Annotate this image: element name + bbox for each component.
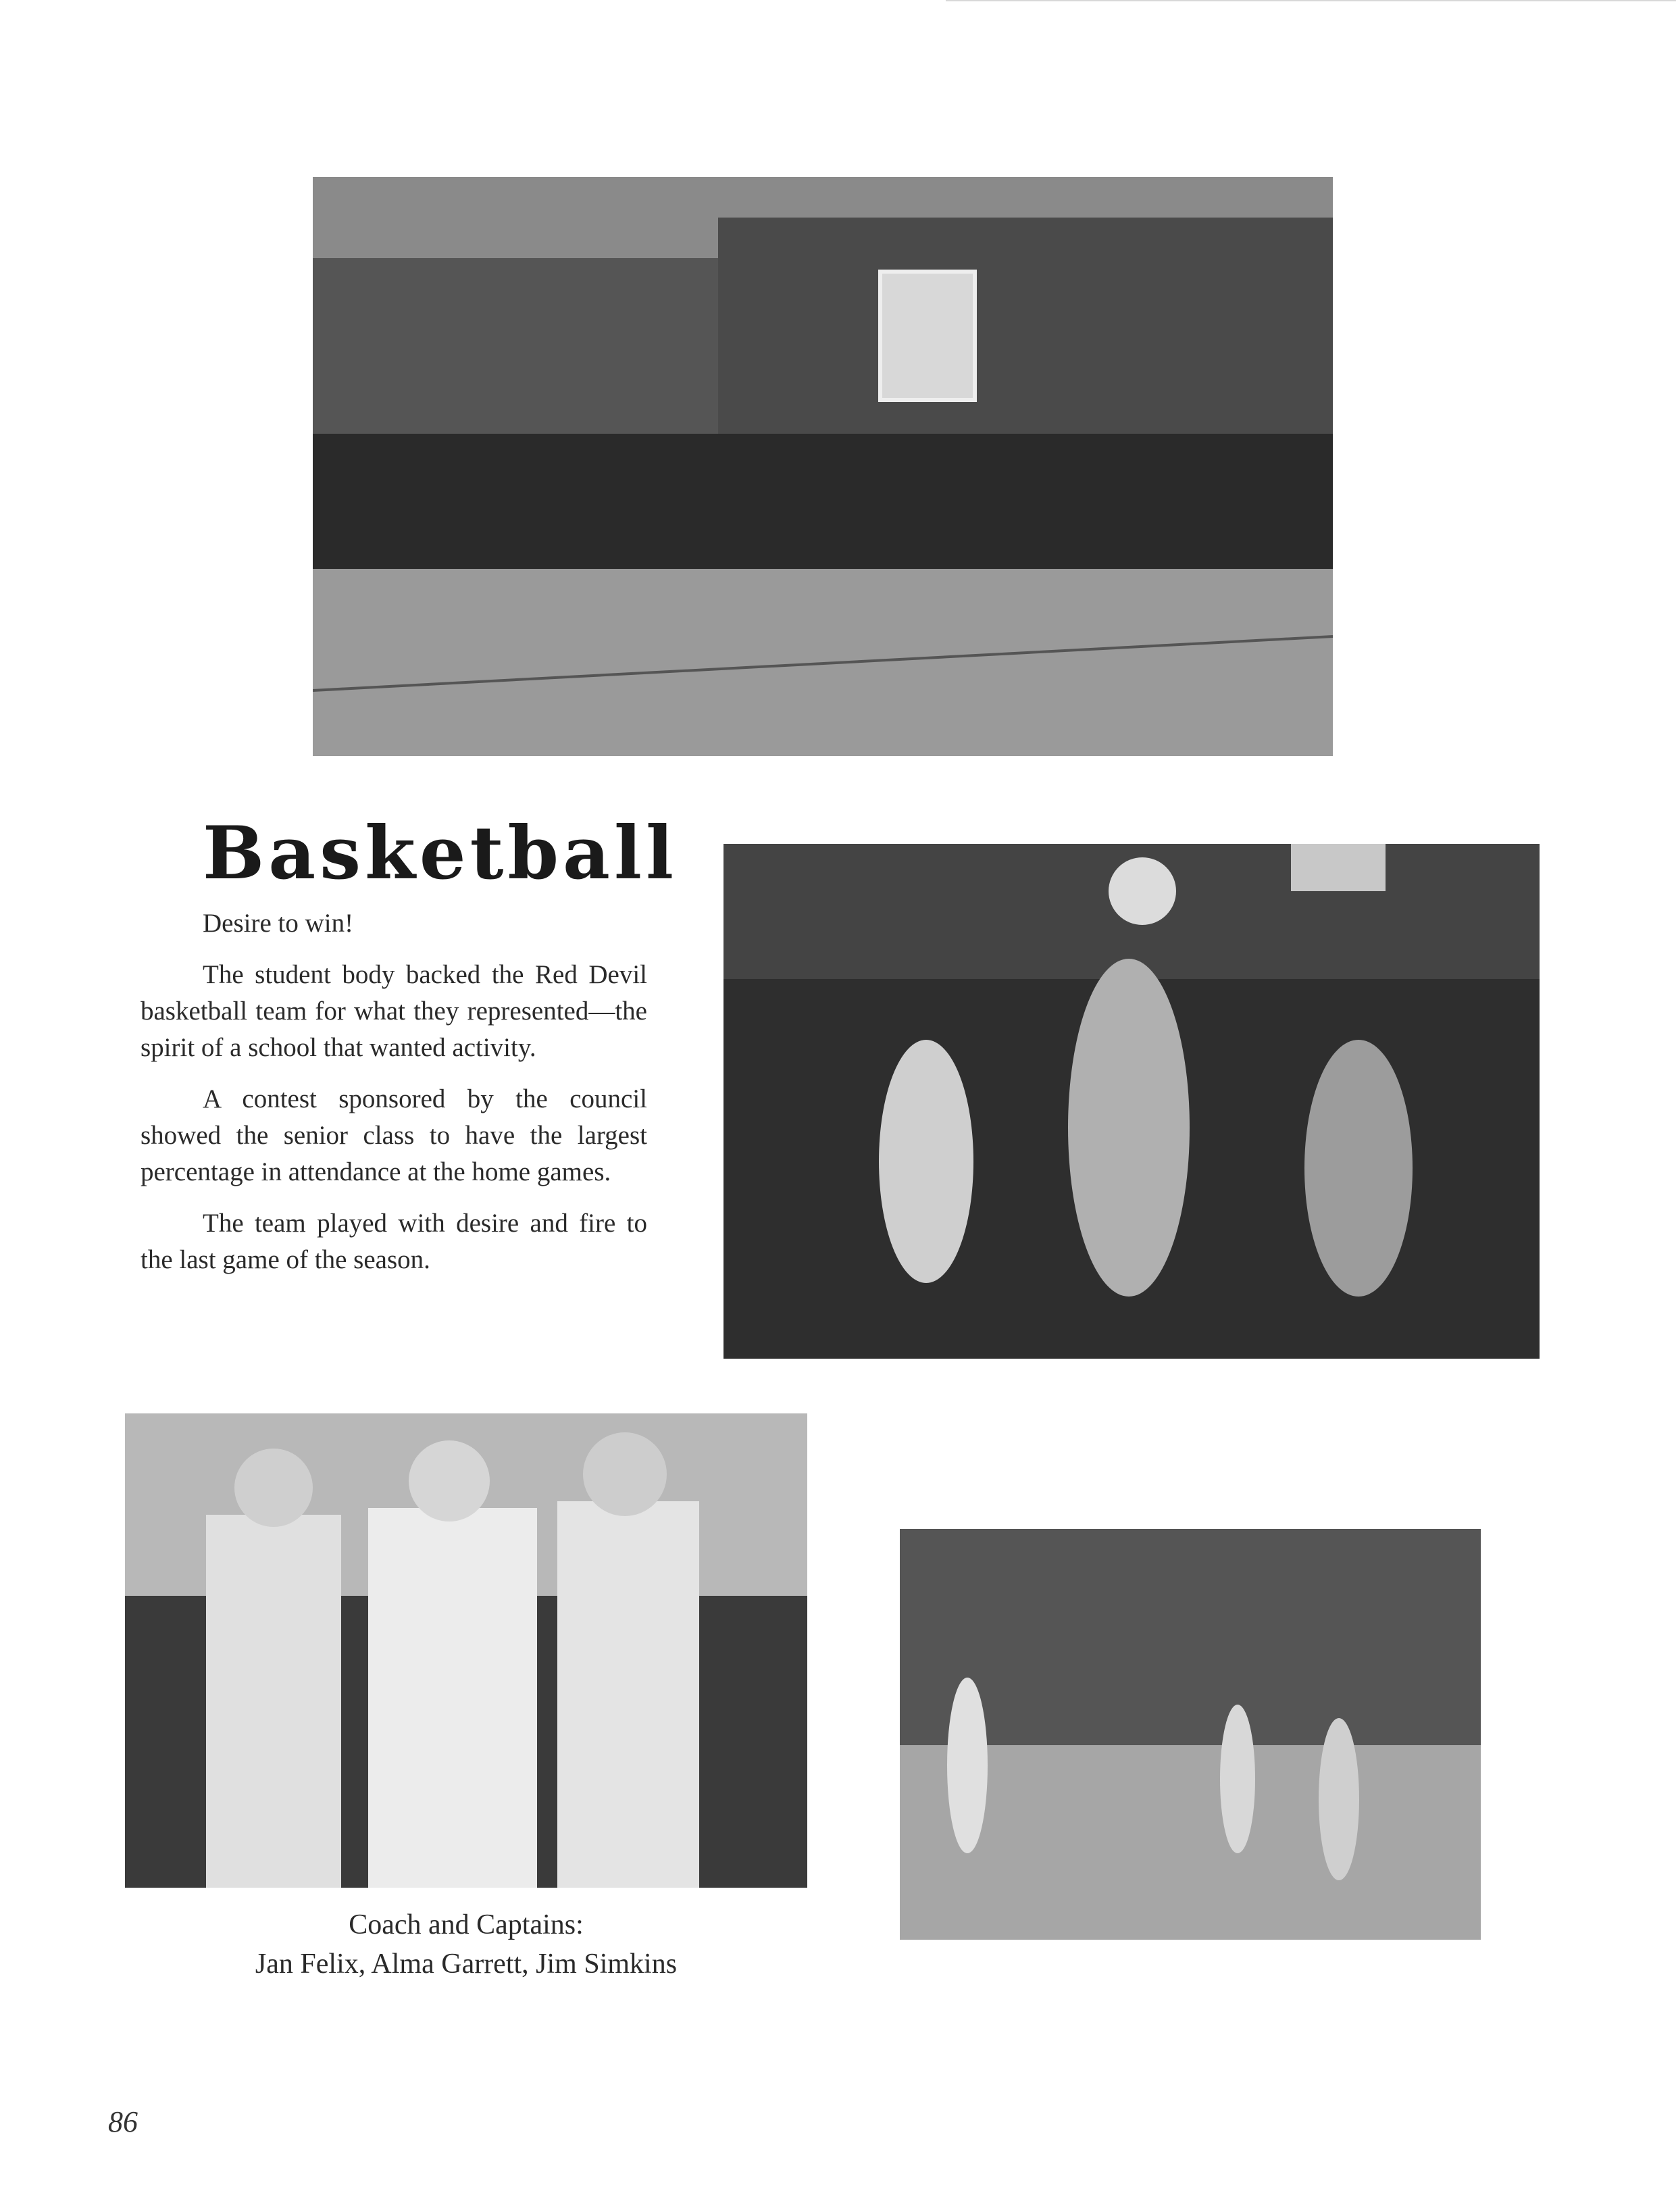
caption-line: Coach and Captains: <box>349 1909 584 1940</box>
photo-free-throw <box>900 1529 1481 1940</box>
photo-rebound <box>723 844 1540 1359</box>
article-paragraph: Desire to win! <box>203 909 354 938</box>
page-title: Basketball <box>203 811 678 896</box>
article-paragraph: A contest sponsored by the council showed the senior class to have the largest percentage in attendance at the home games. <box>141 1084 647 1186</box>
article-body <box>141 905 647 1293</box>
article-paragraph: The team played with desire and fire to the last game of the season. <box>141 1209 647 1274</box>
photo-gym-game <box>313 177 1333 756</box>
page-number: 86 <box>108 2105 138 2138</box>
top-rule <box>946 0 1676 1</box>
article-paragraph: The student body backed the Red Devil basketball team for what they represented—the spirit of a school that wanted activity. <box>141 960 647 1062</box>
photo-caption <box>125 1905 807 1984</box>
caption-names: Jan Felix, Alma Garrett, Jim Simkins <box>255 1949 678 1980</box>
photo-coach-and-captains <box>125 1413 807 1888</box>
